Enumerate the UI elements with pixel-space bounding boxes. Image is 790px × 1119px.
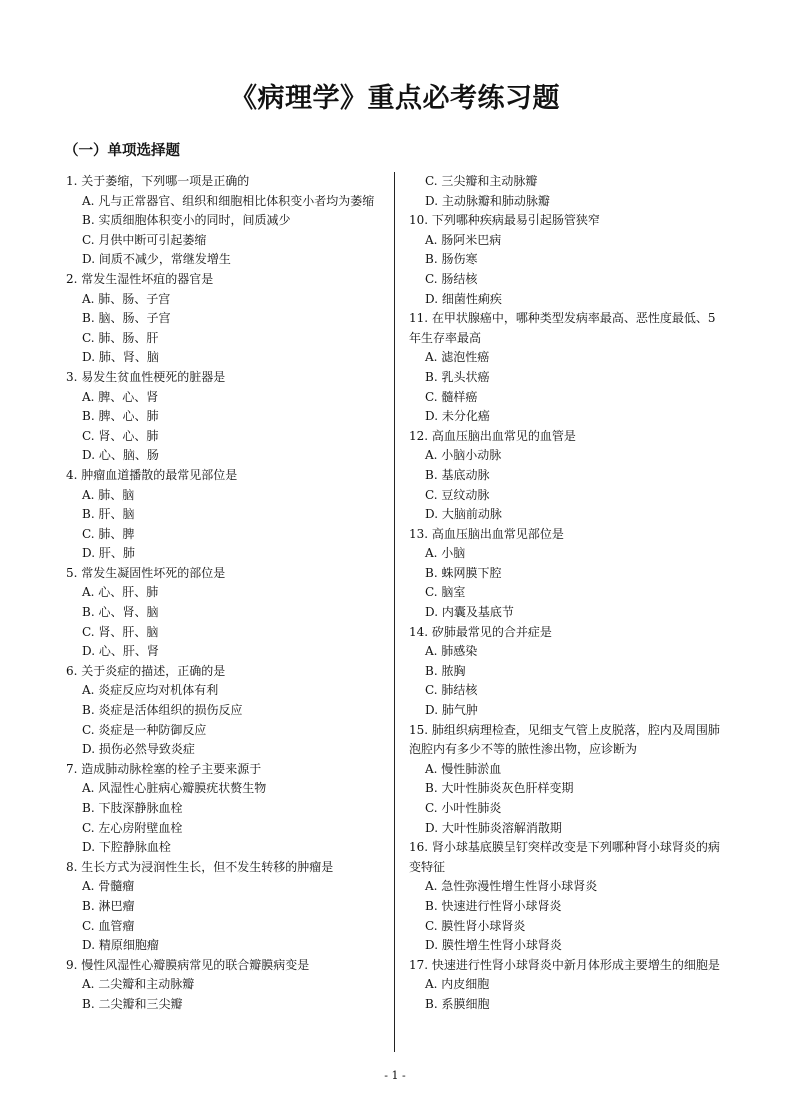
question-block (66, 270, 386, 368)
answer-option: D. 心、肝、肾 (82, 644, 159, 659)
answer-option: B. 淋巴瘤 (82, 898, 135, 913)
answer-option: C. 肺、脾 (82, 526, 135, 541)
answer-option: B. 快速进行性肾小球肾炎 (425, 898, 562, 913)
option-list (66, 779, 386, 857)
question-block (409, 623, 727, 721)
option-list (409, 642, 727, 720)
document-title: 《病理学》重点必考练习题 (230, 83, 560, 114)
answer-option: A. 内皮细胞 (425, 977, 490, 992)
answer-option: A. 肺、肠、子宫 (82, 291, 171, 306)
option-list (66, 681, 386, 759)
answer-option: C. 肾、肝、脑 (82, 624, 159, 639)
answer-option: C. 肺、肠、肝 (82, 330, 159, 345)
option-list (66, 583, 386, 661)
answer-option: A. 小脑小动脉 (425, 448, 502, 463)
answer-option: C. 肠结核 (425, 271, 478, 286)
question-text: 6. 关于炎症的描述，正确的是 (66, 663, 226, 678)
question-text: 4. 肿瘤血道播散的最常见部位是 (66, 467, 238, 482)
answer-option: C. 三尖瓣和主动脉瓣 (425, 174, 538, 188)
answer-option: B. 脑、肠、子宫 (82, 311, 171, 326)
answer-option: D. 精原细胞瘤 (82, 938, 159, 953)
answer-option: D. 内囊及基底节 (425, 605, 514, 620)
answer-option: C. 肾、心、肺 (82, 428, 159, 443)
question-text: 14. 矽肺最常见的合并症是 (409, 624, 552, 639)
answer-option: D. 肺气肿 (425, 703, 478, 718)
option-list (409, 760, 727, 838)
question-block (66, 858, 386, 956)
question-text: 17. 快速进行性肾小球肾炎中新月体形成主要增生的细胞是 (409, 957, 720, 972)
question-text: 3. 易发生贫血性梗死的脏器是 (66, 369, 226, 384)
answer-option: A. 小脑 (425, 546, 466, 561)
question-block (409, 838, 727, 956)
option-list (66, 486, 386, 564)
question-block (409, 172, 727, 211)
question-text: 5. 常发生凝固性坏死的部位是 (66, 565, 226, 580)
answer-option: D. 下腔静脉血栓 (82, 840, 171, 855)
question-block (66, 172, 386, 270)
answer-option: A. 心、肝、肺 (82, 585, 159, 600)
answer-option: B. 实质细胞体积变小的同时，间质减少 (82, 213, 291, 228)
left-column (66, 172, 386, 1015)
option-list (66, 975, 386, 1014)
option-list (66, 290, 386, 368)
option-list (66, 192, 386, 270)
question-block (409, 956, 727, 1015)
answer-option: A. 肺感染 (425, 644, 478, 659)
answer-option: D. 肝、肺 (82, 546, 135, 561)
question-text: 10. 下列哪种疾病最易引起肠管狭窄 (409, 213, 600, 228)
answer-option: A. 风湿性心脏病心瓣膜疣状赘生物 (82, 781, 267, 796)
question-block (409, 211, 727, 309)
answer-option: B. 大叶性肺炎灰色肝样变期 (425, 781, 574, 796)
answer-option: B. 蛛网膜下腔 (425, 565, 502, 580)
answer-option: A. 炎症反应均对机体有利 (82, 683, 219, 698)
question-block (66, 956, 386, 1015)
answer-option: D. 损伤必然导致炎症 (82, 742, 195, 757)
answer-option: A. 凡与正常器官、组织和细胞相比体积变小者均为萎缩 (82, 193, 375, 208)
answer-option: C. 左心房附壁血栓 (82, 820, 183, 835)
answer-option: B. 二尖瓣和三尖瓣 (82, 996, 183, 1011)
question-text: 15. 肺组织病理检查，见细支气管上皮脱落，腔内及周围肺泡腔内有多少不等的脓性渗出物，应诊断为 (409, 722, 720, 757)
question-block (409, 309, 727, 427)
question-block (66, 466, 386, 564)
question-block (66, 662, 386, 760)
option-list (66, 877, 386, 955)
option-list (409, 231, 727, 309)
question-text: 9. 慢性风湿性心瓣膜病常见的联合瓣膜病变是 (66, 957, 310, 972)
answer-option: A. 脾、心、肾 (82, 389, 159, 404)
answer-option: D. 未分化癌 (425, 409, 490, 424)
option-list (409, 172, 727, 211)
question-text: 16. 肾小球基底膜呈钉突样改变是下列哪种肾小球肾炎的病变特征 (409, 840, 720, 874)
answer-option: D. 间质不减少，常继发增生 (82, 252, 231, 267)
answer-option: C. 膜性肾小球肾炎 (425, 918, 526, 933)
answer-option: A. 滤泡性癌 (425, 350, 490, 365)
answer-option: C. 炎症是一种防御反应 (82, 722, 207, 737)
answer-option: C. 脑室 (425, 585, 466, 600)
answer-option: B. 系膜细胞 (425, 996, 490, 1011)
question-block (409, 427, 727, 525)
option-list (409, 446, 727, 524)
section-heading: （一）单项选择题 (64, 143, 180, 159)
option-list (409, 877, 727, 955)
answer-option: B. 炎症是活体组织的损伤反应 (82, 703, 243, 718)
question-text: 2. 常发生湿性坏疽的器官是 (66, 271, 214, 286)
answer-option: D. 主动脉瓣和肺动脉瓣 (425, 193, 550, 208)
question-text: 7. 造成肺动脉栓塞的栓子主要来源于 (66, 761, 262, 776)
right-column (409, 172, 727, 1015)
question-block (66, 368, 386, 466)
answer-option: D. 心、脑、肠 (82, 448, 159, 463)
option-list (409, 975, 727, 1014)
question-text: 11. 在甲状腺癌中，哪种类型发病率最高、恶性度最低、5 年生存率最高 (409, 311, 716, 345)
question-block (409, 525, 727, 623)
answer-option: B. 脾、心、肺 (82, 409, 159, 424)
option-list (409, 348, 727, 426)
answer-option: B. 肠伤寒 (425, 252, 478, 267)
answer-option: D. 膜性增生性肾小球肾炎 (425, 938, 562, 953)
column-divider (394, 172, 395, 1052)
question-text: 12. 高血压脑出血常见的血管是 (409, 428, 576, 443)
answer-option: C. 肺结核 (425, 683, 478, 698)
answer-option: C. 月供中断可引起萎缩 (82, 232, 207, 247)
answer-option: C. 小叶性肺炎 (425, 801, 502, 815)
answer-option: A. 肺、脑 (82, 487, 135, 502)
answer-option: A. 二尖瓣和主动脉瓣 (82, 977, 195, 992)
answer-option: B. 脓胸 (425, 663, 466, 678)
answer-option: C. 豆纹动脉 (425, 487, 490, 502)
question-block (66, 564, 386, 662)
question-block (409, 721, 727, 839)
option-list (409, 544, 727, 622)
answer-option: A. 急性弥漫性增生性肾小球肾炎 (425, 879, 598, 894)
answer-option: D. 大叶性肺炎溶解消散期 (425, 820, 562, 835)
answer-option: A. 肠阿米巴病 (425, 232, 502, 247)
answer-option: D. 细菌性痢疾 (425, 291, 502, 306)
answer-option: A. 骨髓瘤 (82, 879, 135, 894)
answer-option: B. 乳头状癌 (425, 369, 490, 384)
answer-option: A. 慢性肺淤血 (425, 761, 502, 776)
answer-option: B. 下肢深静脉血栓 (82, 801, 183, 815)
question-text: 1. 关于萎缩，下列哪一项是正确的 (66, 174, 250, 188)
answer-option: B. 基底动脉 (425, 467, 490, 482)
answer-option: D. 肺、肾、脑 (82, 350, 159, 365)
question-block (66, 760, 386, 858)
answer-option: B. 肝、脑 (82, 507, 135, 522)
answer-option: B. 心、肾、脑 (82, 605, 159, 620)
page-number: - 1 - (384, 1069, 406, 1082)
question-text: 13. 高血压脑出血常见部位是 (409, 526, 564, 541)
question-text: 8. 生长方式为浸润性生长，但不发生转移的肿瘤是 (66, 859, 334, 874)
option-list (66, 388, 386, 466)
answer-option: D. 大脑前动脉 (425, 507, 502, 522)
answer-option: C. 髓样癌 (425, 389, 478, 404)
answer-option: C. 血管瘤 (82, 918, 135, 933)
